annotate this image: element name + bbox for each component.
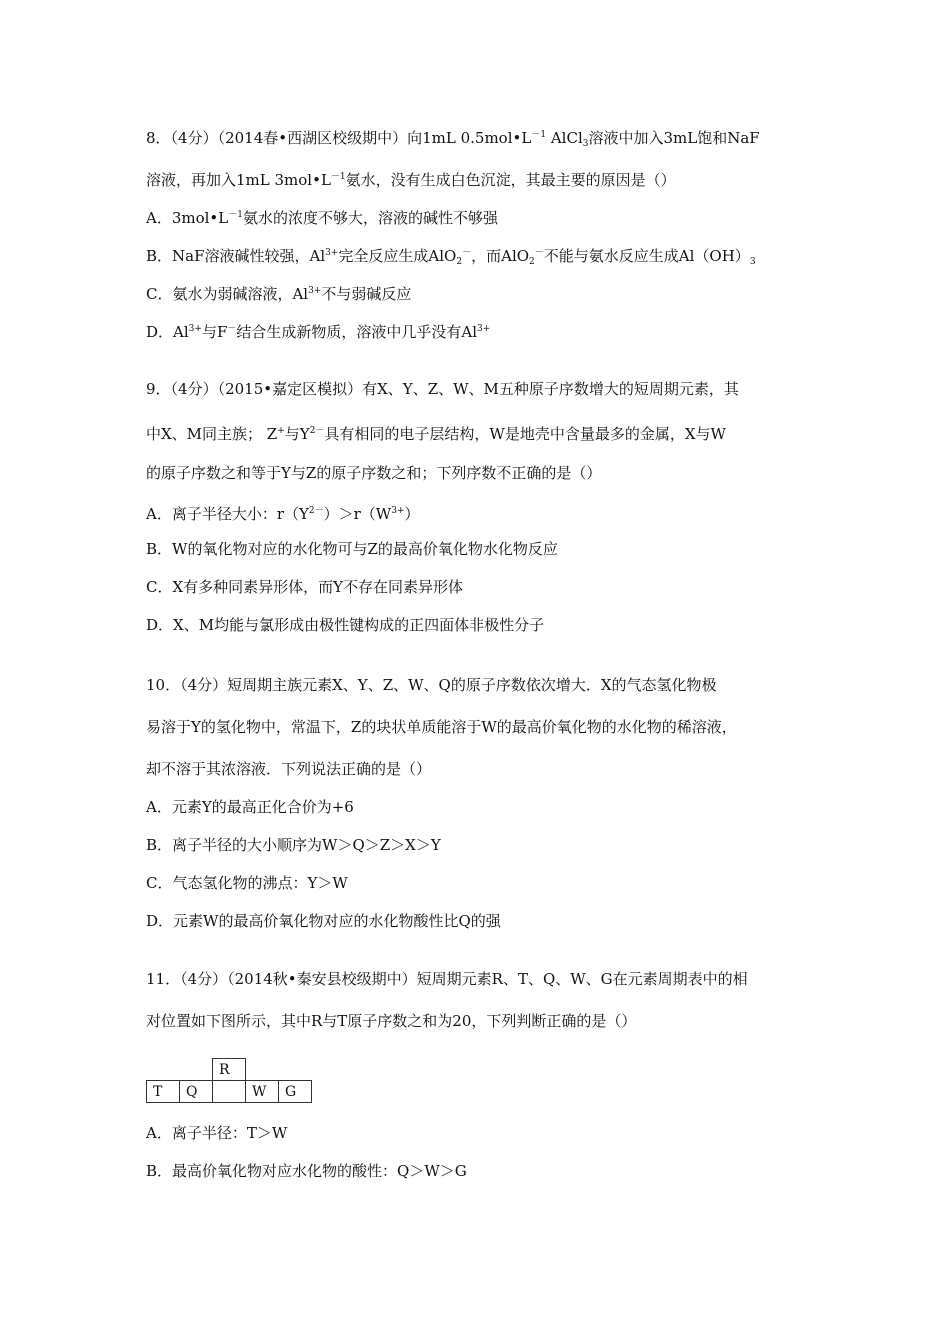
periodic-table-row-2 bbox=[147, 1081, 312, 1103]
question-9-option-c: C．X有多种同素异形体，而Y不存在同素异形体 bbox=[146, 578, 464, 596]
periodic-table-fragment bbox=[146, 1058, 312, 1103]
table-cell-w: W bbox=[246, 1081, 279, 1103]
question-10-stem-line-3: 却不溶于其浓溶液．下列说法正确的是（） bbox=[146, 760, 432, 778]
question-10-option-d: D．元素W的最高价氧化物对应的水化物酸性比Q的强 bbox=[146, 912, 501, 930]
question-11-option-a: A．离子半径：T＞W bbox=[146, 1124, 288, 1142]
question-11-options bbox=[146, 1114, 816, 1190]
table-cell-g: G bbox=[279, 1081, 312, 1103]
periodic-table-row-1 bbox=[147, 1059, 312, 1081]
question-8-stem-line-2: 溶液，再加入1mL $3mol•L^{-1}$氨水，没有生成白色沉淀，其最主要的原因是（） bbox=[146, 171, 676, 189]
question-8-stem-line-1: 8．（4分）（2014春•西湖区校级期中）向1mL $0.5mol•L^{-1}$ AlCl$_3$溶液中加入3mL饱和NaF bbox=[146, 129, 760, 149]
question-10-option-c: C．气态氢化物的沸点：Y＞W bbox=[146, 874, 348, 892]
question-9-option-a: A．离子半径大小：$r(Y^{2-})>r(W^{3+})$ bbox=[146, 505, 420, 523]
question-11 bbox=[146, 960, 816, 1040]
question-10-option-a: A．元素Y的最高正化合价为+6 bbox=[146, 798, 354, 816]
table-cell-q: Q bbox=[180, 1081, 213, 1103]
question-11-stem-line-2: 对位置如下图所示，其中R与T原子序数之和为20，下列判断正确的是（） bbox=[146, 1012, 637, 1030]
question-10-stem-line-1: 10．（4分）短周期主族元素X、Y、Z、W、Q的原子序数依次增大．X的气态氢化物极 bbox=[146, 676, 717, 694]
table-cell bbox=[279, 1059, 312, 1081]
question-8 bbox=[146, 116, 816, 348]
question-9 bbox=[146, 370, 816, 644]
question-10 bbox=[146, 666, 816, 940]
question-8-option-b: B．NaF溶液碱性较强，$Al^{3+}$完全反应生成AlO$_2$－，而AlO$_2$－不能与氨水反应生成$Al(OH)_3$ bbox=[146, 247, 756, 267]
question-9-stem-line-3: 的原子序数之和等于Y与Z的原子序数之和；下列序数不正确的是（） bbox=[146, 464, 602, 482]
question-9-option-b: B．W的氧化物对应的水化物可与Z的最高价氧化物水化物反应 bbox=[146, 540, 558, 558]
table-cell-t: T bbox=[147, 1081, 180, 1103]
question-8-option-d: D．$Al^{3+}$与F－结合生成新物质，溶液中几乎没有$Al^{3+}$ bbox=[146, 323, 491, 341]
question-9-stem-line-1: 9．（4分）（2015•嘉定区模拟）有X、Y、Z、W、M五种原子序数增大的短周期元素，其 bbox=[146, 380, 739, 398]
question-8-option-c: C．氨水为弱碱溶液，$Al^{3+}$不与弱碱反应 bbox=[146, 285, 412, 303]
question-10-stem-line-2: 易溶于Y的氢化物中，常温下，Z的块状单质能溶于W的最高价氧化物的水化物的稀溶液， bbox=[146, 718, 737, 736]
question-9-stem-line-2: 中X、M同主族； Z+与$Y^{2-}$具有相同的电子层结构，W是地壳中含量最多的金属，X与W bbox=[146, 425, 726, 443]
question-11-stem-line-1: 11．（4分）（2014秋•秦安县校级期中）短周期元素R、T、Q、W、G在元素周期表中的相 bbox=[146, 970, 748, 988]
table-cell-empty bbox=[213, 1081, 246, 1103]
table-cell bbox=[246, 1059, 279, 1081]
table-cell bbox=[180, 1059, 213, 1081]
question-8-option-a: A．$3mol•L^{-1}$氨水的浓度不够大，溶液的碱性不够强 bbox=[146, 209, 498, 227]
table-cell bbox=[147, 1059, 180, 1081]
question-9-option-d: D．X、M均能与氯形成由极性键构成的正四面体非极性分子 bbox=[146, 616, 545, 634]
table-cell-r: R bbox=[213, 1059, 246, 1081]
question-10-option-b: B．离子半径的大小顺序为W＞Q＞Z＞X＞Y bbox=[146, 836, 441, 854]
question-11-option-b: B．最高价氧化物对应水化物的酸性：Q＞W＞G bbox=[146, 1162, 467, 1180]
